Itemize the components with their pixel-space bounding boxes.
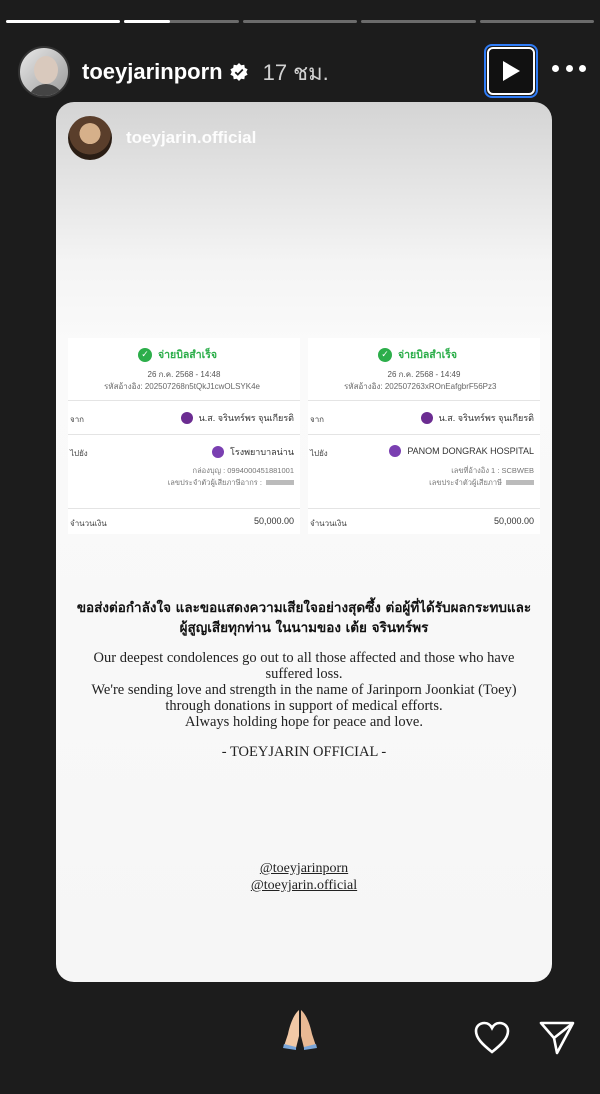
verified-badge-icon <box>229 62 249 82</box>
slip-datetime: 26 ก.ค. 2568 - 14:49 <box>387 370 461 379</box>
story-progress-bar <box>6 20 594 23</box>
english-message-line: Always holding hope for peace and love. <box>185 714 423 730</box>
english-message-line: suffered loss. <box>265 666 343 682</box>
english-message-line: through donations in support of medical efforts. <box>165 698 443 714</box>
thai-message <box>68 598 540 638</box>
bank-logo-icon <box>181 412 193 424</box>
play-icon <box>500 59 522 83</box>
amount-label: จำนวนเงิน <box>70 519 107 528</box>
play-button[interactable] <box>484 44 538 98</box>
time-ago: 17 ชม. <box>262 59 329 85</box>
from-label: จาก <box>310 415 325 424</box>
amount-label: จำนวนเงิน <box>310 519 347 528</box>
progress-segment <box>480 20 594 23</box>
success-status: ✓ จ่ายบิลสำเร็จ <box>378 346 457 363</box>
from-value: น.ส. จรินทร์พร จุนเกียรติ <box>198 413 294 423</box>
from-row <box>308 400 540 434</box>
to-row <box>308 434 540 508</box>
from-value: น.ส. จรินทร์พร จุนเกียรติ <box>438 413 534 423</box>
more-dot-icon <box>552 65 559 72</box>
progress-segment <box>6 20 120 23</box>
praying-hands-icon <box>280 1006 320 1050</box>
to-label: ไปยัง <box>310 449 328 458</box>
repost-username[interactable]: toeyjarin.official <box>126 128 257 147</box>
english-message-line: Our deepest condolences go out to all those affected and those who have <box>93 650 515 666</box>
english-message-line: We're sending love and strength in the name of Jarinporn Joonkiat (Toey) <box>91 682 517 698</box>
progress-segment <box>361 20 475 23</box>
mention-tag[interactable]: @toeyjarin.official <box>250 878 358 893</box>
payment-slip <box>308 338 540 534</box>
slip-ref: รหัสอ้างอิง: 202507263xROnEafgbrF56Pz3 <box>344 382 497 391</box>
to-label: ไปยัง <box>70 449 88 458</box>
mention-tag[interactable]: @toeyjarinporn <box>259 861 349 876</box>
repost-avatar[interactable] <box>68 116 112 160</box>
more-dot-icon <box>579 65 586 72</box>
reposted-story-card[interactable] <box>56 102 552 982</box>
redacted-mark <box>266 480 294 485</box>
amount-value: 50,000.00 <box>253 516 294 526</box>
to-sub1: เลขที่อ้างอิง 1 : SCBWEB <box>451 466 534 475</box>
check-icon: ✓ <box>138 348 152 362</box>
more-dot-icon <box>566 65 573 72</box>
progress-segment <box>243 20 357 23</box>
from-label: จาก <box>70 415 85 424</box>
username[interactable]: toeyjarinporn <box>82 59 223 84</box>
amount-value: 50,000.00 <box>493 516 534 526</box>
thai-message-line: ผู้สูญเสียทุกท่าน ในนามของ เต้ย จรินทร์พร <box>179 620 429 636</box>
from-row <box>68 400 300 434</box>
amount-row <box>68 508 300 534</box>
avatar[interactable] <box>18 46 70 98</box>
bank-logo-icon <box>421 412 433 424</box>
send-icon[interactable] <box>538 1018 576 1056</box>
payee-logo-icon <box>212 446 224 458</box>
mention-tags <box>68 860 540 894</box>
signoff: - TOEYJARIN OFFICIAL - <box>221 744 387 760</box>
to-value: โรงพยาบาลน่าน <box>230 447 294 457</box>
reaction-emoji-button[interactable] <box>276 1004 324 1052</box>
heart-icon[interactable] <box>472 1018 512 1058</box>
english-message <box>68 650 540 730</box>
story-header <box>18 44 586 100</box>
to-sub1: กล่องบุญ : 0994000451881001 <box>192 466 294 475</box>
more-options-button[interactable] <box>552 58 586 78</box>
redacted-mark <box>506 480 534 485</box>
progress-segment-current <box>124 20 238 23</box>
success-status: ✓ จ่ายบิลสำเร็จ <box>138 346 217 363</box>
to-row <box>68 434 300 508</box>
repost-header <box>68 116 256 160</box>
slip-ref: รหัสอ้างอิง: 202507268n5tQkJ1cwOLSYK4e <box>104 382 261 391</box>
payee-logo-icon <box>389 445 401 457</box>
story-footer <box>0 1000 600 1070</box>
to-sub2: เลขประจำตัวผู้เสียภาษีอากร : <box>167 478 262 487</box>
to-value: PANOM DONGRAK HOSPITAL <box>407 446 534 456</box>
check-icon: ✓ <box>378 348 392 362</box>
to-sub2: เลขประจำตัวผู้เสียภาษี <box>429 478 502 487</box>
slip-datetime: 26 ก.ค. 2568 - 14:48 <box>147 370 221 379</box>
payment-slip <box>68 338 300 534</box>
thai-message-line: ขอส่งต่อกำลังใจ และขอแสดงความเสียใจอย่างสุดซึ้ง ต่อผู้ที่ได้รับผลกระทบและ <box>76 600 532 616</box>
amount-row <box>308 508 540 534</box>
